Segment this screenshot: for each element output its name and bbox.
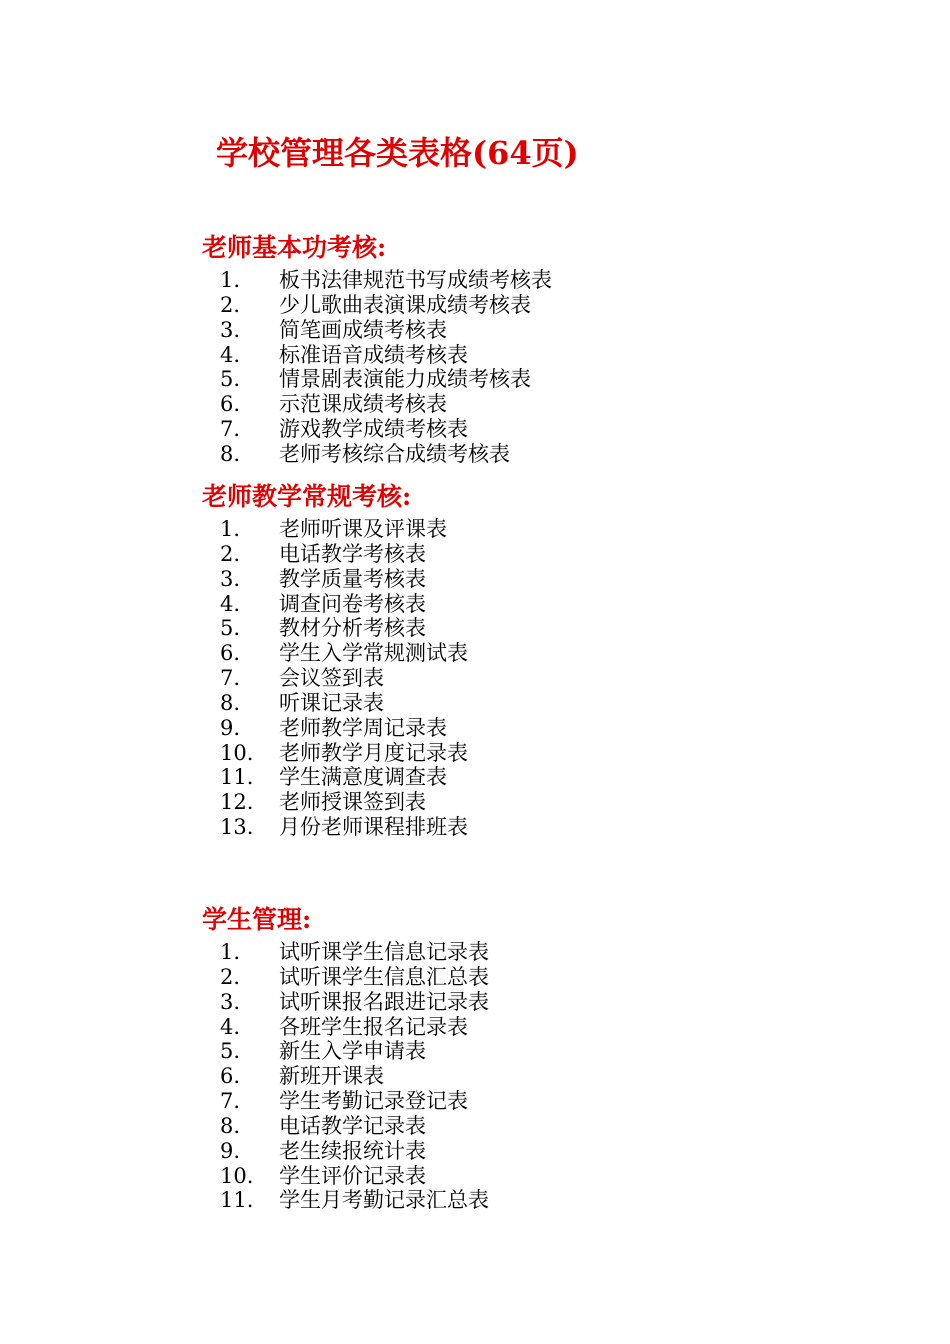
item-text: 老师教学月度记录表: [279, 740, 468, 765]
document-title: 学校管理各类表格(64页): [216, 134, 579, 172]
list-item: [202, 1114, 902, 1139]
item-text: 老师授课签到表: [279, 790, 426, 815]
section-heading: 学生管理:: [202, 905, 312, 934]
list-item: [202, 616, 902, 641]
item-number: 2.: [220, 964, 241, 989]
list-item: [202, 741, 902, 766]
item-number: 6.: [220, 641, 241, 666]
list-item: [202, 567, 902, 592]
item-text: 各班学生报名记录表: [279, 1014, 468, 1039]
item-text: 示范课成绩考核表: [279, 392, 447, 417]
list-item: [202, 343, 902, 368]
list-item: [202, 641, 902, 666]
item-text: 新生入学申请表: [279, 1039, 426, 1064]
item-text: 调查问卷考核表: [279, 591, 426, 616]
section-heading: 老师教学常规考核:: [202, 482, 412, 511]
list-item: [202, 1039, 902, 1064]
item-text: 电话教学考核表: [279, 541, 426, 566]
list-item: [202, 1139, 902, 1164]
item-number: 3.: [220, 989, 241, 1014]
item-text: 标准语音成绩考核表: [279, 342, 468, 367]
item-number: 7.: [220, 1089, 241, 1114]
list-item: [202, 815, 902, 840]
item-number: 5.: [220, 367, 241, 392]
list-item: [202, 790, 902, 815]
list-item: [202, 318, 902, 343]
section-student-management: [202, 900, 902, 1213]
item-number: 4.: [220, 1014, 241, 1039]
item-text: 老师教学周记录表: [279, 715, 447, 740]
item-text: 学生月考勤记录汇总表: [279, 1188, 489, 1213]
item-number: 5.: [220, 616, 241, 641]
list-item: [202, 392, 902, 417]
item-number: 1.: [220, 517, 241, 541]
item-number: 7.: [220, 666, 241, 691]
list-item: [202, 1164, 902, 1189]
item-number: 13.: [220, 815, 254, 840]
list-item: [202, 442, 902, 467]
item-number: 6.: [220, 1064, 241, 1089]
list-item: [202, 1015, 902, 1040]
list-item: [202, 691, 902, 716]
item-text: 教材分析考核表: [279, 616, 426, 641]
item-number: 9.: [220, 715, 241, 740]
list-item: [202, 765, 902, 790]
item-number: 4.: [220, 342, 241, 367]
item-text: 教学质量考核表: [279, 566, 426, 591]
item-text: 简笔画成绩考核表: [279, 317, 447, 342]
list-item: [202, 1064, 902, 1089]
item-text: 老师听课及评课表: [279, 517, 447, 541]
item-text: 会议签到表: [279, 666, 384, 691]
item-number: 6.: [220, 392, 241, 417]
section-teacher-teaching-routine: [202, 477, 902, 840]
list-item: [202, 542, 902, 567]
item-text: 电话教学记录表: [279, 1113, 426, 1138]
list-item: [202, 268, 902, 293]
item-number: 9.: [220, 1138, 241, 1163]
item-list: [202, 940, 902, 1213]
item-text: 少儿歌曲表演课成绩考核表: [279, 292, 531, 317]
item-number: 5.: [220, 1039, 241, 1064]
item-text: 学生考勤记录登记表: [279, 1089, 468, 1114]
item-text: 情景剧表演能力成绩考核表: [279, 367, 531, 392]
item-number: 2.: [220, 541, 241, 566]
item-number: 11.: [220, 1188, 254, 1213]
item-text: 老师考核综合成绩考核表: [279, 441, 510, 466]
item-text: 学生入学常规测试表: [279, 641, 468, 666]
list-item: [202, 517, 902, 542]
item-text: 老生续报统计表: [279, 1138, 426, 1163]
item-number: 12.: [220, 790, 254, 815]
item-number: 8.: [220, 690, 241, 715]
item-number: 3.: [220, 566, 241, 591]
item-number: 10.: [220, 1163, 254, 1188]
item-list: [202, 268, 902, 467]
item-number: 8.: [220, 1113, 241, 1138]
item-text: 新班开课表: [279, 1064, 384, 1089]
item-number: 1.: [220, 268, 241, 292]
item-number: 2.: [220, 292, 241, 317]
item-number: 1.: [220, 940, 241, 964]
item-number: 7.: [220, 417, 241, 442]
item-number: 8.: [220, 441, 241, 466]
item-text: 试听课学生信息汇总表: [279, 964, 489, 989]
item-text: 听课记录表: [279, 690, 384, 715]
item-number: 4.: [220, 591, 241, 616]
list-item: [202, 367, 902, 392]
item-text: 板书法律规范书写成绩考核表: [279, 268, 552, 292]
item-number: 3.: [220, 317, 241, 342]
item-list: [202, 517, 902, 840]
item-text: 学生评价记录表: [279, 1163, 426, 1188]
item-text: 月份老师课程排班表: [279, 815, 468, 840]
list-item: [202, 592, 902, 617]
list-item: [202, 666, 902, 691]
item-text: 试听课报名跟进记录表: [279, 989, 489, 1014]
section-heading: 老师基本功考核:: [202, 233, 387, 262]
section-teacher-basic-skills: [202, 228, 902, 467]
list-item: [202, 1089, 902, 1114]
item-text: 试听课学生信息记录表: [279, 940, 489, 964]
list-item: [202, 1188, 902, 1213]
list-item: [202, 716, 902, 741]
list-item: [202, 940, 902, 965]
list-item: [202, 293, 902, 318]
item-number: 11.: [220, 765, 254, 790]
item-number: 10.: [220, 740, 254, 765]
item-text: 游戏教学成绩考核表: [279, 417, 468, 442]
list-item: [202, 417, 902, 442]
list-item: [202, 990, 902, 1015]
item-text: 学生满意度调查表: [279, 765, 447, 790]
list-item: [202, 965, 902, 990]
